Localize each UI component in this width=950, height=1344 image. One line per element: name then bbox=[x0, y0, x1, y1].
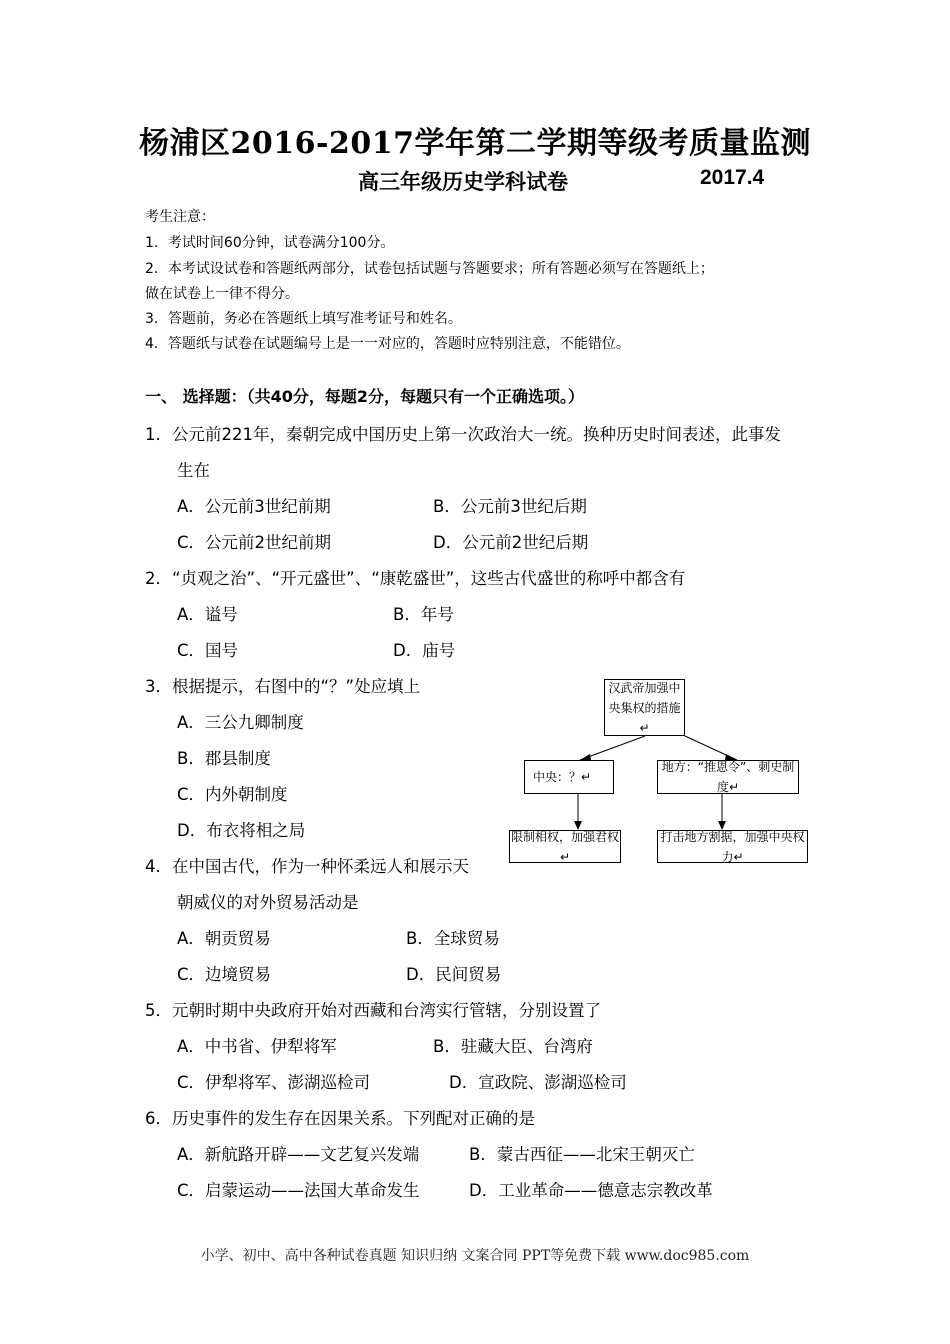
notice-heading: 考生注意： bbox=[145, 209, 215, 225]
diagram-top-box bbox=[604, 679, 685, 736]
notice-item: 3．答题前，务必在答题纸上填写准考证号和姓名。 bbox=[145, 311, 462, 327]
question-2-option-d: D．庙号 bbox=[393, 641, 456, 660]
question-3-option-b: B．郡县制度 bbox=[177, 749, 271, 768]
question-1-stem-cont: 生在 bbox=[177, 461, 210, 480]
question-1-option-d: D．公元前2世纪后期 bbox=[433, 533, 589, 552]
question-6-stem: 6．历史事件的发生存在因果关系。下列配对正确的是 bbox=[145, 1109, 535, 1128]
diagram-central-box: 中央：？↵ bbox=[524, 760, 614, 794]
question-5-option-c: C．伊犁将军、澎湖巡检司 bbox=[177, 1073, 371, 1092]
question-4-option-a: A．朝贡贸易 bbox=[177, 929, 271, 948]
question-3-option-c: C．内外朝制度 bbox=[177, 785, 288, 804]
notice-item: 1．考试时间60分钟，试卷满分100分。 bbox=[145, 235, 395, 251]
question-2-option-c: C．国号 bbox=[177, 641, 239, 660]
question-3-option-d: D．布衣将相之局 bbox=[177, 821, 306, 840]
diagram-central-result-box: 限制相权，加强君权↵ bbox=[510, 829, 619, 864]
exam-date: 2017.4 bbox=[700, 166, 765, 189]
question-4-option-d: D．民间贸易 bbox=[406, 965, 502, 984]
diagram-local-box: 地方：“推恩令”、刺史制度↵ bbox=[657, 760, 799, 794]
question-1-option-a: A．公元前3世纪前期 bbox=[177, 497, 331, 516]
page-subtitle: 高三年级历史学科试卷 bbox=[358, 169, 568, 194]
diagram-top-line1: 汉武帝加强中 bbox=[608, 680, 681, 695]
notice-item: 做在试卷上一律不得分。 bbox=[145, 286, 299, 302]
question-1-option-c: C．公元前2世纪前期 bbox=[177, 533, 332, 552]
page-title: 杨浦区2016-2017学年第二学期等级考质量监测 bbox=[139, 126, 811, 161]
question-4-option-c: C．边境贸易 bbox=[177, 965, 272, 984]
diagram-local-result-box: 打击地方割据，加强中央权力↵ bbox=[657, 830, 808, 863]
diagram-top-line2: 央集权的措施↵ bbox=[608, 700, 681, 735]
question-5-option-b: B．驻藏大臣、台湾府 bbox=[433, 1037, 593, 1056]
question-5-stem: 5．元朝时期中央政府开始对西藏和台湾实行管辖，分别设置了 bbox=[145, 1001, 601, 1020]
page-footer: 小学、初中、高中各种试卷真题 知识归纳 文案合同 PPT等免费下载 www.doc985.com bbox=[200, 1248, 750, 1264]
question-4-option-b: B．全球贸易 bbox=[406, 929, 500, 948]
question-2-option-b: B．年号 bbox=[393, 605, 454, 624]
question-6-option-a: A．新航路开辟——文艺复兴发端 bbox=[177, 1145, 420, 1164]
question-5-option-d: D．宣政院、澎湖巡检司 bbox=[449, 1073, 627, 1092]
question-6-option-c: C．启蒙运动——法国大革命发生 bbox=[177, 1181, 420, 1200]
question-6-option-d: D．工业革命——德意志宗教改革 bbox=[469, 1181, 713, 1200]
question-3-option-a: A．三公九卿制度 bbox=[177, 713, 304, 732]
question-6-option-b: B．蒙古西征——北宋王朝灭亡 bbox=[469, 1145, 695, 1164]
question-5-option-a: A．中书省、伊犁将军 bbox=[177, 1037, 337, 1056]
notice-item: 4．答题纸与试卷在试题编号上是一一对应的，答题时应特别注意，不能错位。 bbox=[145, 336, 630, 352]
question-3-stem: 3．根据提示，右图中的“？”处应填上 bbox=[145, 677, 421, 696]
question-1-option-b: B．公元前3世纪后期 bbox=[433, 497, 587, 516]
question-2-stem: 2．“贞观之治”、“开元盛世”、“康乾盛世”，这些古代盛世的称呼中都含有 bbox=[145, 569, 686, 588]
question-1-stem: 1．公元前221年，秦朝完成中国历史上第一次政治大一统。换种历史时间表述，此事发 bbox=[145, 425, 781, 444]
notice-item: 2．本考试设试卷和答题纸两部分，试卷包括试题与答题要求；所有答题必须写在答题纸上； bbox=[145, 261, 714, 277]
section-title: 一、 选择题：（共40分，每题2分，每题只有一个正确选项。） bbox=[145, 387, 584, 406]
question-2-option-a: A．谥号 bbox=[177, 605, 238, 624]
question-4-stem: 4．在中国古代，作为一种怀柔远人和展示天 bbox=[145, 857, 469, 876]
question-4-stem-cont: 朝威仪的对外贸易活动是 bbox=[177, 893, 359, 912]
